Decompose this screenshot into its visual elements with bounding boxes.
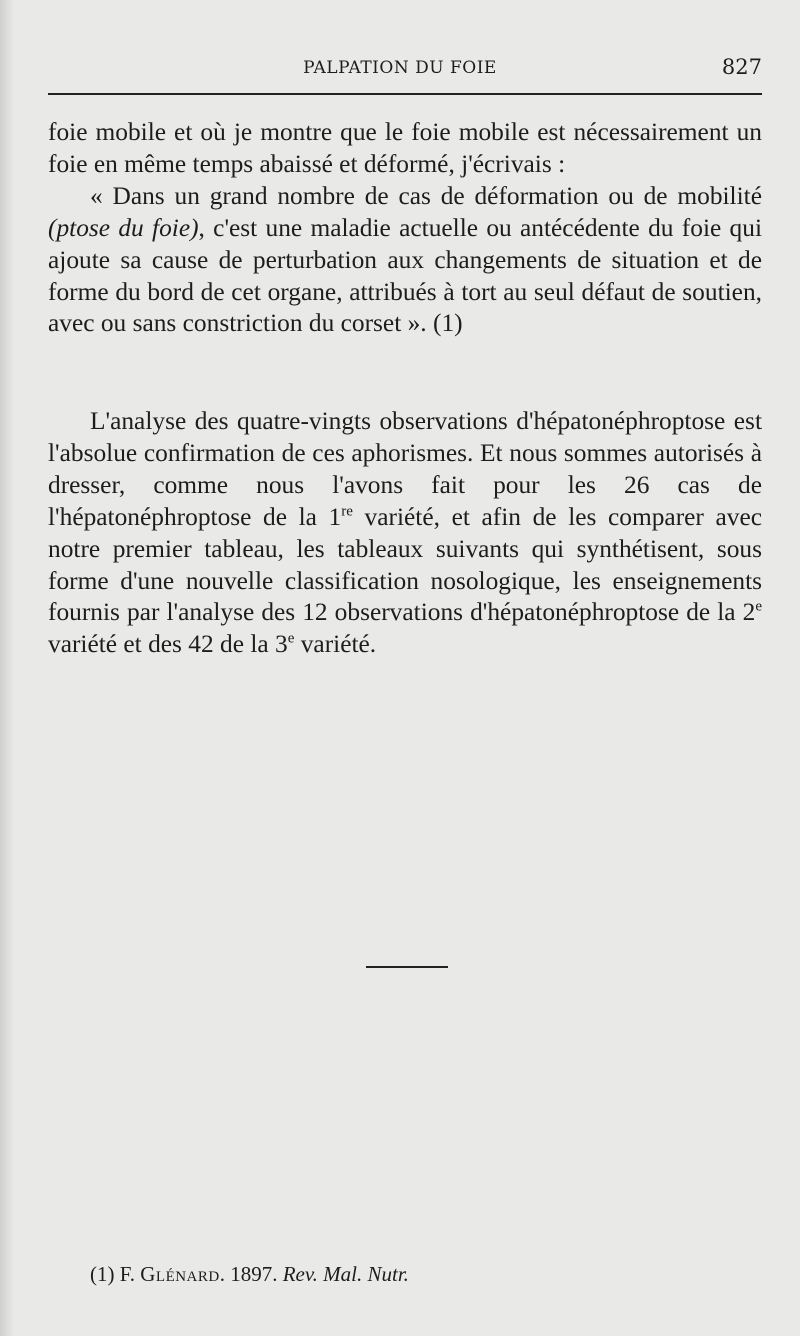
- analysis-text-2: variété, et afin de les comparer avec notre premier tableau, les tableaux suivants qui synthétisent, sous forme d'une nouvelle classification nosologique, les enseignements fournis par l'analyse des 12 observations d'hépatonéphroptose de la 2: [48, 502, 763, 627]
- running-title: PALPATION DU FOIE: [303, 58, 497, 78]
- analysis-text-1: L'analyse des quatre-vingts observations d'hépatonéphroptose est l'absolue confirmation de ces aphorismes. Et nous sommes autorisés à dresser, comme nous l'avons fait pour les 26 cas de l'hépatonéphroptose de la 1: [48, 407, 762, 531]
- quote-italic-term: (ptose du foie): [48, 213, 199, 242]
- quote-text-start: « Dans un grand nombre de cas de déformation ou de mobilité: [90, 181, 762, 210]
- superscript-e-2: e: [287, 630, 295, 647]
- analysis-text-3: variété et des 42 de la 3: [48, 630, 288, 659]
- paragraph-continued: [48, 117, 762, 181]
- paragraph-quote: [48, 181, 762, 341]
- footnote-year: . 1897.: [219, 1262, 283, 1286]
- footnote: [90, 1262, 409, 1287]
- superscript-e-1: e: [755, 598, 762, 615]
- paragraph-1-text: foie mobile et où je montre que le foie mobile est nécessairement un foie en même temps abaissé et déformé, j'écrivais :: [48, 118, 762, 178]
- text-block-upper: [48, 117, 762, 340]
- analysis-text-4: variété.: [294, 630, 377, 659]
- footnote-author: Glénard: [140, 1262, 220, 1286]
- quote-text-end: , c'est une maladie actuelle ou antécédente du foie qui ajoute sa cause de perturbation aux changements de situation et de forme du bord de cet organe, attribués à tort au seul défaut de soutien, avec ou sans constriction du corset ». (1): [48, 213, 762, 338]
- superscript-re: re: [341, 503, 353, 520]
- page-edge-shadow: [0, 0, 14, 1336]
- text-block-lower: [48, 406, 762, 661]
- paragraph-analysis: [48, 406, 762, 661]
- header-rule: [48, 93, 762, 95]
- page-number: 827: [721, 55, 762, 79]
- footnote-journal: Rev. Mal. Nutr.: [282, 1262, 409, 1286]
- footnote-marker: (1) F.: [90, 1262, 141, 1286]
- section-separator: [366, 966, 448, 968]
